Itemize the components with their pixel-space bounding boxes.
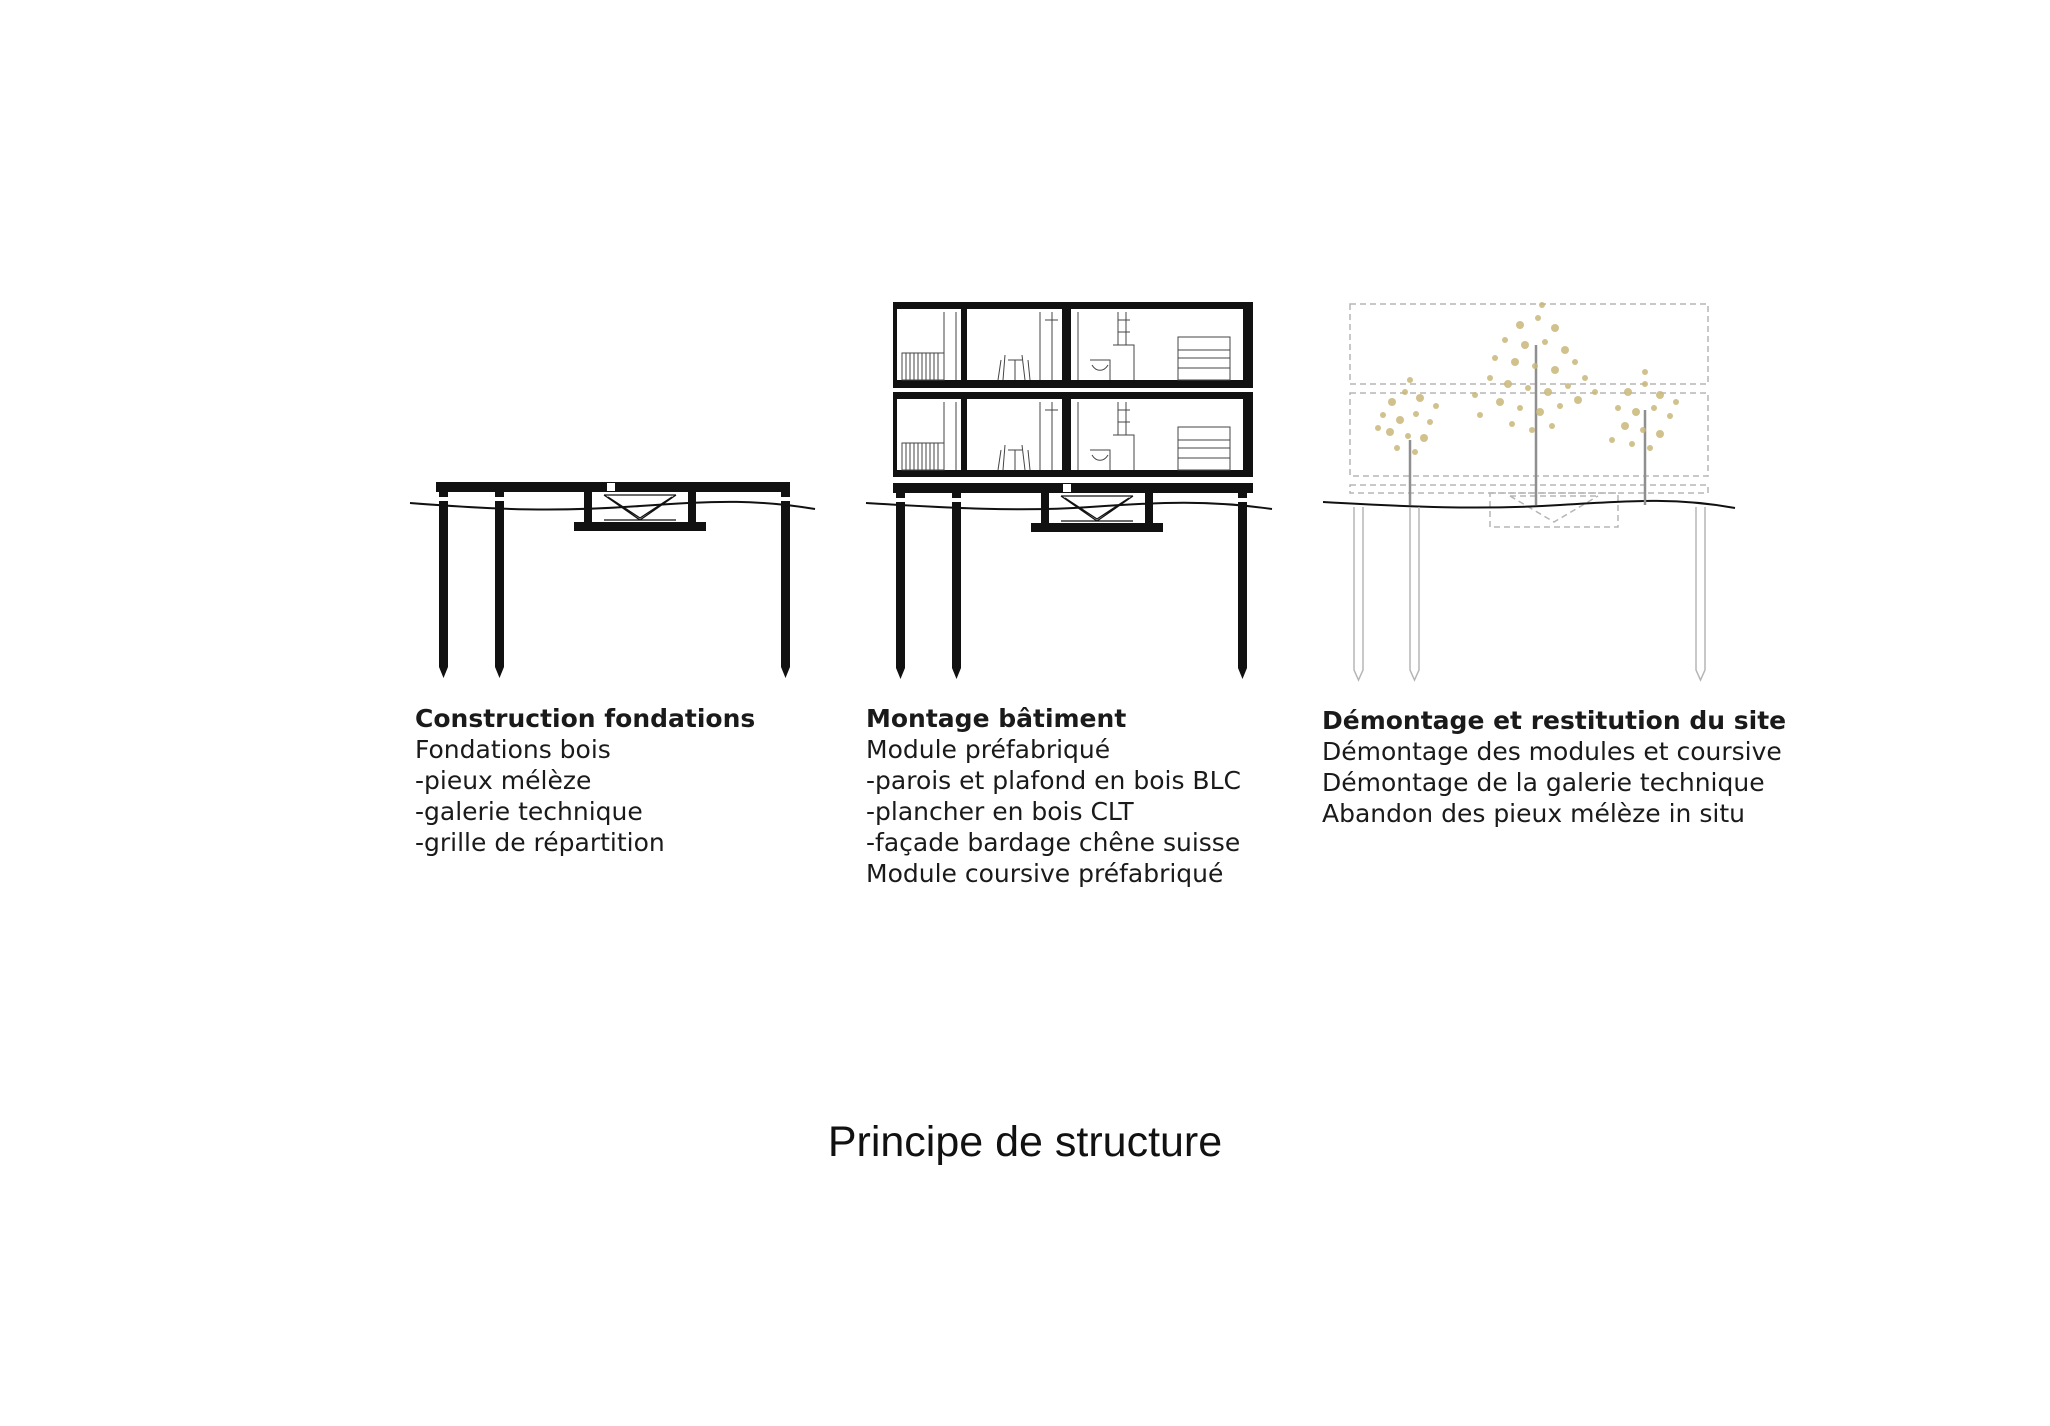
step-caption-foundations bbox=[415, 703, 755, 858]
step-line: Module coursive préfabriqué bbox=[866, 859, 1224, 888]
step-caption-building bbox=[866, 703, 1241, 889]
step-line: -pieux mélèze bbox=[415, 766, 592, 795]
lower-module bbox=[893, 392, 1253, 477]
step-line: Module préfabriqué bbox=[866, 735, 1111, 764]
step-line: -grille de répartition bbox=[415, 828, 665, 857]
step-line: Démontage des modules et coursive bbox=[1322, 737, 1782, 766]
upper-module bbox=[893, 302, 1253, 388]
step-line: -façade bardage chêne suisse bbox=[866, 828, 1241, 857]
step-line: -plancher en bois CLT bbox=[866, 797, 1134, 826]
step-line: -galerie technique bbox=[415, 797, 643, 826]
step-line: Fondations bois bbox=[415, 735, 611, 764]
restitution-section bbox=[1323, 302, 1735, 680]
regrown-trees bbox=[1375, 302, 1679, 505]
ground-line bbox=[866, 503, 1272, 510]
step-heading: Construction fondations bbox=[415, 704, 756, 733]
step-heading: Démontage et restitution du site bbox=[1322, 706, 1787, 735]
step-caption-restitution bbox=[1322, 705, 1786, 829]
abandoned-piles bbox=[1354, 507, 1705, 680]
slab-joint bbox=[607, 483, 615, 491]
step-line: Démontage de la galerie technique bbox=[1322, 768, 1765, 797]
building-section bbox=[866, 302, 1272, 679]
ground-line bbox=[410, 502, 815, 510]
foundation-section bbox=[410, 482, 815, 678]
step-line: Abandon des pieux mélèze in situ bbox=[1322, 799, 1745, 828]
ground-line bbox=[1323, 501, 1735, 508]
technical-gallery bbox=[574, 492, 706, 531]
step-line: -parois et plafond en bois BLC bbox=[866, 766, 1241, 795]
technical-gallery bbox=[1031, 493, 1163, 532]
removed-upper-module bbox=[1350, 304, 1708, 384]
page-title: Principe de structure bbox=[827, 1118, 1223, 1166]
step-heading: Montage bâtiment bbox=[866, 704, 1127, 733]
removed-platform bbox=[1350, 485, 1708, 493]
